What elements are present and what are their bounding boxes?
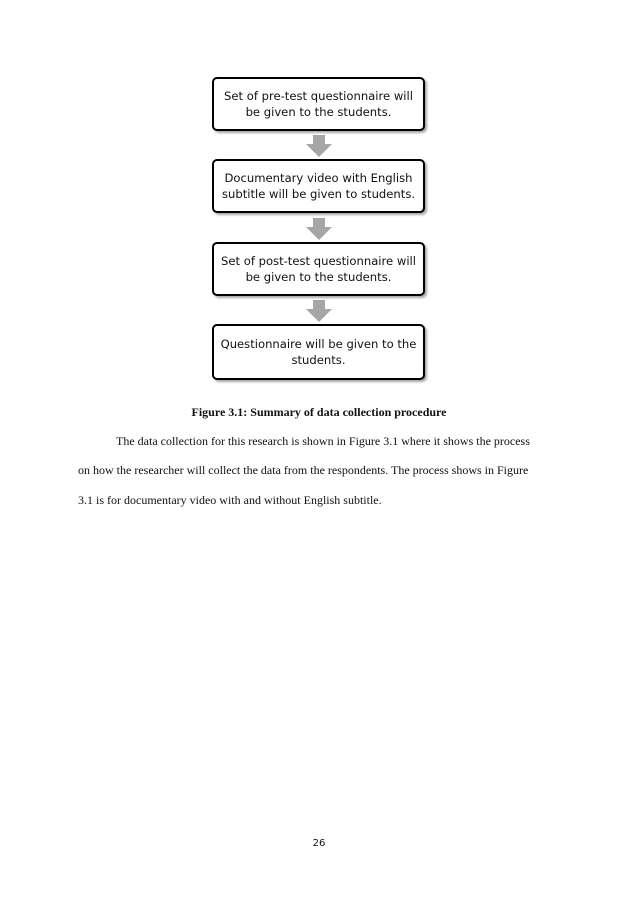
flow-step-1 [212, 77, 425, 131]
page-number: 26 [312, 838, 326, 849]
flow-step-4 [212, 324, 425, 380]
paragraph-line-1: The data collection for this research is shown in Figure 3.1 where it shows the process [116, 434, 530, 448]
down-arrow-icon [306, 300, 332, 322]
figure-caption: Figure 3.1: Summary of data collection procedure [191, 405, 447, 419]
flow-step-2 [212, 159, 425, 213]
down-arrow-icon [306, 135, 332, 157]
flow-step-3 [212, 242, 425, 296]
paragraph-line-3: 3.1 is for documentary video with and without English subtitle. [78, 493, 382, 507]
down-arrow-icon [306, 218, 332, 240]
flow-step-2-text: Documentary video with English subtitle will be given to students. [221, 171, 416, 201]
paragraph-line-2: on how the researcher will collect the data from the respondents. The process shows in Figure [78, 463, 529, 477]
flow-step-1-text: Set of pre-test questionnaire will be given to the students. [224, 89, 413, 119]
flow-step-4-text: Questionnaire will be given to the students. [220, 337, 417, 367]
flow-step-3-text: Set of post-test questionnaire will be given to the students. [221, 254, 416, 284]
